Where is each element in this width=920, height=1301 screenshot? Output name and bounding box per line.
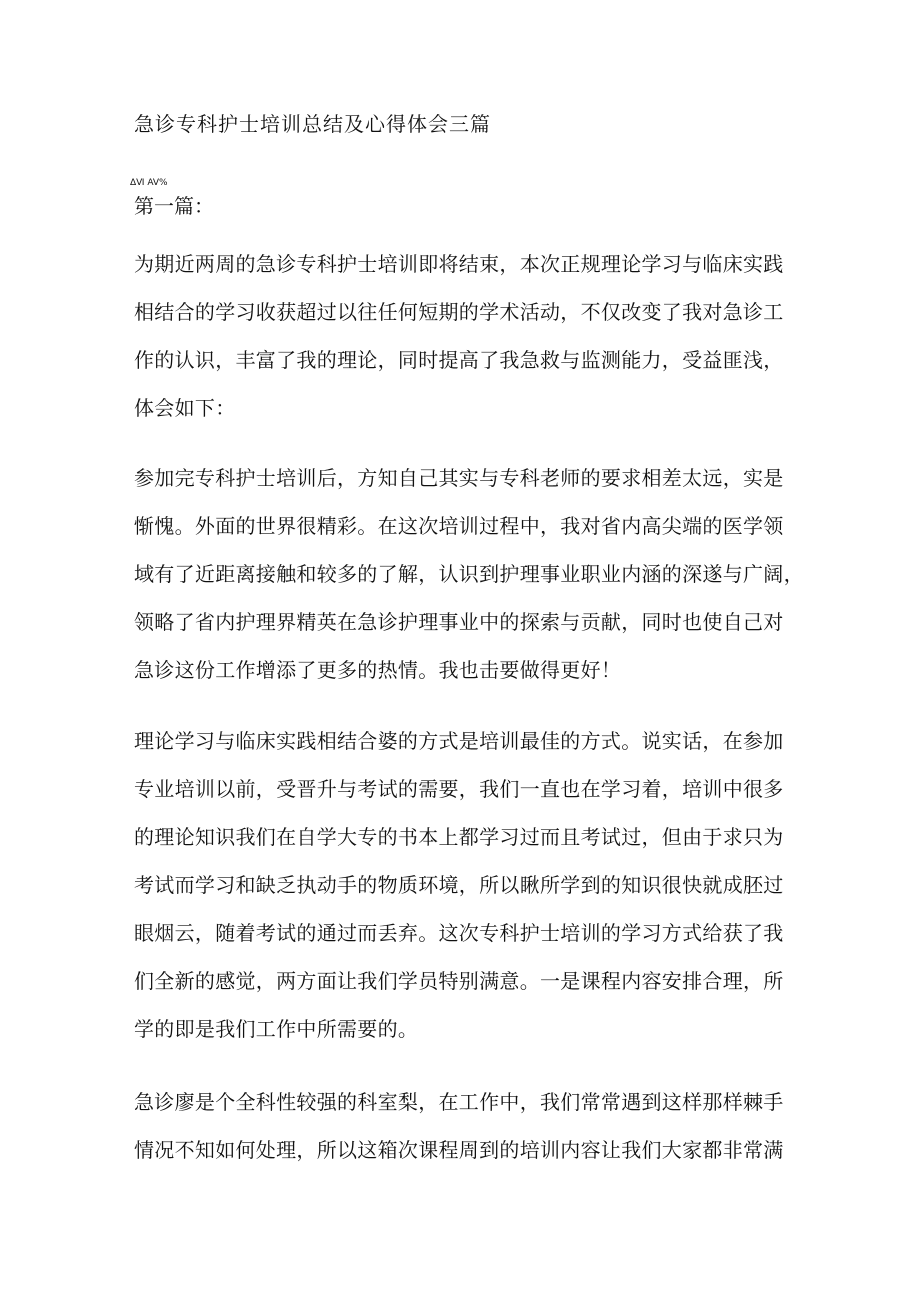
scan-artifact-text: ΔⅥ AV%	[130, 178, 168, 188]
paragraph-line: 理论学习与临床实践相结合婆的方式是培训最佳的方式。说实话，在参加	[134, 729, 784, 753]
paragraph-3	[134, 717, 794, 1053]
paragraph-line: 参加完专科护士培训后，方知自己其实与专科老师的要求相差太远，实是	[134, 466, 784, 490]
paragraph-line: 惭愧。外面的世界很精彩。在这次培训过程中，我对省内高尖端的医学领	[134, 514, 784, 538]
paragraph-line: 领略了省内护理界精英在急诊护理事业中的探索与贡献，同时也使自己对	[134, 610, 784, 634]
paragraph-2	[134, 454, 804, 694]
document-title: 急诊专科护士培训总结及心得体会三篇	[134, 112, 491, 136]
section-heading: 第一篇：	[134, 194, 214, 218]
paragraph-line: 的理论知识我们在自学大专的书本上都学习过而且考试过，但由于求只为	[134, 825, 784, 849]
paragraph-4	[134, 1078, 794, 1174]
paragraph-line: 相结合的学习收获超过以往任何短期的学术活动，不仅改变了我对急诊工	[134, 300, 784, 324]
paragraph-line: 们全新的感觉，两方面让我们学员特别满意。一是课程内容安排合理，所	[134, 969, 784, 993]
paragraph-line: 考试而学习和缺乏执动手的物质环境，所以瞅所学到的知识很快就成胚过	[134, 873, 784, 897]
paragraph-line: 体会如下：	[134, 396, 236, 420]
paragraph-line: 急诊这份工作增添了更多的热情。我也击要做得更好！	[134, 658, 622, 682]
paragraph-line: 情况不知如何处理，所以这箱次课程周到的培训内容让我们大家都非常满	[134, 1138, 784, 1162]
paragraph-line: 学的即是我们工作中所需要的。	[134, 1017, 419, 1041]
paragraph-line: 专业培训以前，受晋升与考试的需要，我们一直也在学习着，培训中很多	[134, 777, 784, 801]
paragraph-line: 急诊廖是个全科性较强的科室梨，在工作中，我们常常遇到这样那样棘手	[134, 1090, 784, 1114]
paragraph-1	[134, 240, 794, 432]
paragraph-line: 作的认识，丰富了我的理论，同时提高了我急救与监测能力，受益匪浅，	[134, 348, 784, 372]
paragraph-line: 眼烟云，随着考试的通过而丢弃。这次专科护士培训的学习方式给获了我	[134, 921, 784, 945]
paragraph-line: 域有了近距离接触和较多的了解，认识到护理事业职业内涵的深遂与广阔，	[134, 562, 804, 586]
paragraph-line: 为期近两周的急诊专科护士培训即将结束，本次正规理论学习与临床实践	[134, 252, 784, 276]
